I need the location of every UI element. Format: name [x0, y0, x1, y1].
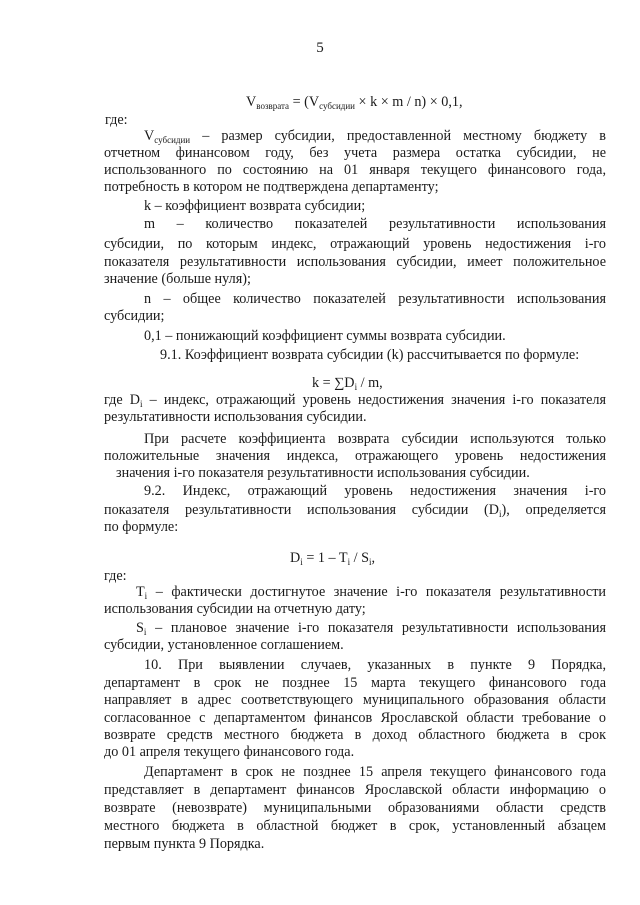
page-number: 5 — [316, 40, 324, 56]
def-si-line: субсидии, установленное соглашением. — [104, 637, 344, 653]
paragraph-10-line: до 01 апреля текущего финансового года. — [104, 744, 355, 760]
def-m-line: m – количество показателей результативности использования — [144, 216, 606, 232]
paragraph-9-1: 9.1. Коэффициент возврата субсидии (k) рассчитывается по формуле: — [160, 347, 580, 363]
def-coefficient-01: 0,1 – понижающий коэффициент суммы возврата субсидии. — [144, 328, 506, 344]
def-n-line: n – общее количество показателей результативности использования — [144, 291, 606, 307]
where-label: где: — [104, 568, 127, 584]
paragraph-9-2-line: показателя результативности использования субсидии $(D_i)$, определяется — [104, 502, 606, 519]
formula-di: $D_i = 1 - T_i / S_i$, — [290, 550, 376, 567]
def-ti-line: $T_i$ – фактически достигнутое значение i-го показателя результативности — [136, 584, 606, 601]
paragraph-10-line: департамент в срок не позднее 15 марта текущего финансового года — [104, 675, 606, 691]
department-paragraph-line: возврате (невозврате) муниципальными образованиями области средств — [104, 800, 606, 816]
calc-note-line: значения i-го показателя результативности использования субсидии. — [116, 465, 530, 481]
paragraph-10-line: согласованное с департаментом финансов Ярославской области требование о — [104, 710, 606, 726]
def-k: k – коэффициент возврата субсидии; — [144, 198, 366, 214]
def-m-line: субсидии, по которым индекс, отражающий уровень недостижения i-го — [104, 236, 606, 252]
paragraph-10-line: 10. При выявлении случаев, указанных в пункте 9 Порядка, — [144, 657, 606, 673]
def-n-line: субсидии; — [104, 308, 165, 324]
def-di-line: результативности использования субсидии. — [104, 409, 367, 425]
department-paragraph-line: местного бюджета в областной бюджет в срок, установленный абзацем — [104, 818, 606, 834]
def-ti-line: использования субсидии на отчетную дату; — [104, 601, 366, 617]
def-v-subsidy-line: потребность в котором не подтверждена департаменту; — [104, 179, 439, 195]
paragraph-9-2-line: 9.2. Индекс, отражающий уровень недостижения значения i-го — [144, 483, 606, 499]
calc-note-line: положительные значения индекса, отражающего уровень недостижения — [104, 448, 606, 464]
paragraph-10-line: возврате средств местного бюджета в доход областного бюджета в срок — [104, 727, 606, 743]
paragraph-10-line: направляет в адрес соответствующего муниципального образования области — [104, 692, 606, 708]
def-di-line: где $D_i$ – индекс, отражающий уровень недостижения значения i-го показателя — [104, 392, 607, 409]
calc-note-line: При расчете коэффициента возврата субсидии используются только — [144, 431, 606, 447]
def-v-subsidy-line: использованного по состоянию на 01 января текущего финансового года, — [104, 162, 606, 178]
formula-v-return: $V_{возврата} = (V_{субсидии} \times k \times m / n) \times 0,1$, — [246, 94, 463, 111]
department-paragraph-line: первым пункта 9 Порядка. — [104, 836, 265, 852]
where-label: где: — [105, 112, 128, 128]
paragraph-9-2-line: по формуле: — [104, 519, 179, 535]
department-paragraph-line: Департамент в срок не позднее 15 апреля текущего финансового года — [144, 764, 606, 780]
def-m-line: показателя результативности использования субсидии, имеет положительное — [104, 254, 606, 270]
formula-k: $k = \sum D_i / m$, — [312, 375, 383, 392]
def-v-subsidy-line: $V_{субсидии}$ – размер субсидии, предоставленной местному бюджету в — [144, 128, 606, 145]
department-paragraph-line: представляет в департамент финансов Ярославской области информацию о — [104, 782, 606, 798]
def-m-line: значение (больше нуля); — [104, 271, 251, 287]
def-si-line: $S_i$ – плановое значение i-го показателя результативности использования — [136, 620, 606, 637]
def-v-subsidy-line: отчетном финансовом году, без учета размера остатка субсидии, не — [104, 145, 606, 161]
